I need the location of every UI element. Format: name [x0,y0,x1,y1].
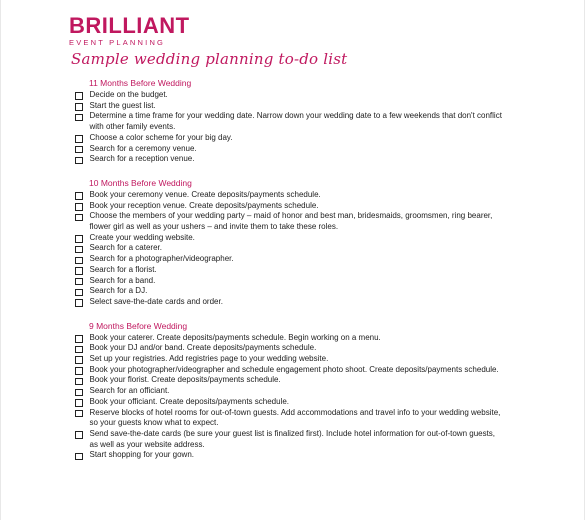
task-text: Start the guest list. [89,100,156,110]
task-item [75,286,505,297]
task-text: Book your DJ and/or band. Create deposits/payments schedule. [89,343,317,353]
checkbox[interactable] [75,114,83,122]
checklist-section [75,321,505,461]
checkbox[interactable] [75,346,83,354]
checkbox[interactable] [75,157,83,165]
section-heading: 11 Months Before Wedding [89,78,192,88]
task-item [75,276,505,287]
task-item [75,429,505,450]
task-text: Book your photographer/videographer and schedule engagement photo shoot. Create deposits/payments schedule. [89,364,499,374]
task-text: Search for an officiant. [89,386,170,396]
task-text: Search for a caterer. [89,243,162,253]
task-item [75,243,505,254]
checkbox[interactable] [75,356,83,364]
checkbox[interactable] [75,246,83,254]
task-text: Search for a reception venue. [89,154,195,164]
checkbox[interactable] [75,410,83,418]
section-heading: 9 Months Before Wedding [89,320,188,331]
task-text: Set up your registries. Add registries page to your wedding website. [89,354,329,364]
document-title: Sample wedding planning to-do list [71,50,348,68]
section-heading: 10 Months Before Wedding [89,177,192,188]
task-text: Search for a band. [89,275,156,285]
checkbox[interactable] [75,267,83,275]
checklist [75,78,505,474]
task-item [75,111,505,132]
task-text: Select save-the-date cards and order. [89,296,223,306]
task-item [75,254,505,265]
checkbox[interactable] [75,146,83,154]
task-item [75,190,505,201]
checkbox[interactable] [75,299,83,307]
checkbox[interactable] [75,367,83,375]
task-item [75,154,505,165]
brand-tagline: EVENT PLANNING [69,38,166,47]
task-item [75,101,505,112]
task-text: Book your reception venue. Create deposits/payments schedule. [89,200,319,210]
checkbox[interactable] [75,378,83,386]
checkbox[interactable] [75,278,83,286]
task-item [75,297,505,308]
task-text: Start shopping for your gown. [89,450,195,460]
task-text: Reserve blocks of hotel rooms for out-of-town guests. Add accommodations and travel info to your wedding website, so your guests know what to expect. [89,407,501,428]
task-text: Search for a DJ. [89,286,148,296]
task-item [75,90,505,101]
brand-logo [69,15,190,47]
task-text: Book your ceremony venue. Create deposits/payments schedule. [89,189,321,199]
task-item [75,386,505,397]
task-text: Create your wedding website. [89,232,195,242]
task-text: Send save-the-date cards (be sure your guest list is finalized first). Include hotel information for out-of-town guests, as well as your website address. [89,428,496,449]
task-item [75,375,505,386]
checkbox[interactable] [75,389,83,397]
checkbox[interactable] [75,192,83,200]
task-text: Book your florist. Create deposits/payments schedule. [89,375,281,385]
checkbox[interactable] [75,92,83,100]
checkbox[interactable] [75,453,83,461]
task-item [75,333,505,344]
checkbox[interactable] [75,103,83,111]
task-item [75,408,505,429]
task-text: Choose a color scheme for your big day. [89,132,233,142]
task-item [75,144,505,155]
task-text: Decide on the budget. [89,90,168,99]
task-text: Choose the members of your wedding party – maid of honor and best man, bridesmaids, groomsmen, ring bearer, flower girl as well as your ushers – and invite them to take these roles. [89,211,493,232]
task-item [75,365,505,376]
brand-name: BRILLIANT [69,13,190,38]
task-item [75,265,505,276]
task-text: Search for a photographer/videographer. [89,254,234,264]
checkbox[interactable] [75,257,83,265]
checkbox[interactable] [75,235,83,243]
task-item [75,343,505,354]
checkbox[interactable] [75,135,83,143]
task-text: Search for a florist. [89,264,157,274]
task-text: Book your officiant. Create deposits/payments schedule. [89,396,290,406]
checkbox[interactable] [75,214,83,222]
checkbox[interactable] [75,399,83,407]
checkbox[interactable] [75,289,83,297]
task-item [75,211,505,232]
task-item [75,233,505,244]
checkbox[interactable] [75,203,83,211]
task-item [75,397,505,408]
task-item [75,450,505,461]
checkbox[interactable] [75,335,83,343]
checkbox[interactable] [75,431,83,439]
task-text: Determine a time frame for your wedding date. Narrow down your wedding date to a few weekends that don't conflict with other family events. [89,111,502,132]
task-item [75,133,505,144]
task-text: Book your caterer. Create deposits/payments schedule. Begin working on a menu. [89,332,381,342]
checklist-section [75,78,505,165]
checklist-section [75,178,505,308]
task-item [75,354,505,365]
task-item [75,201,505,212]
task-text: Search for a ceremony venue. [89,143,197,153]
